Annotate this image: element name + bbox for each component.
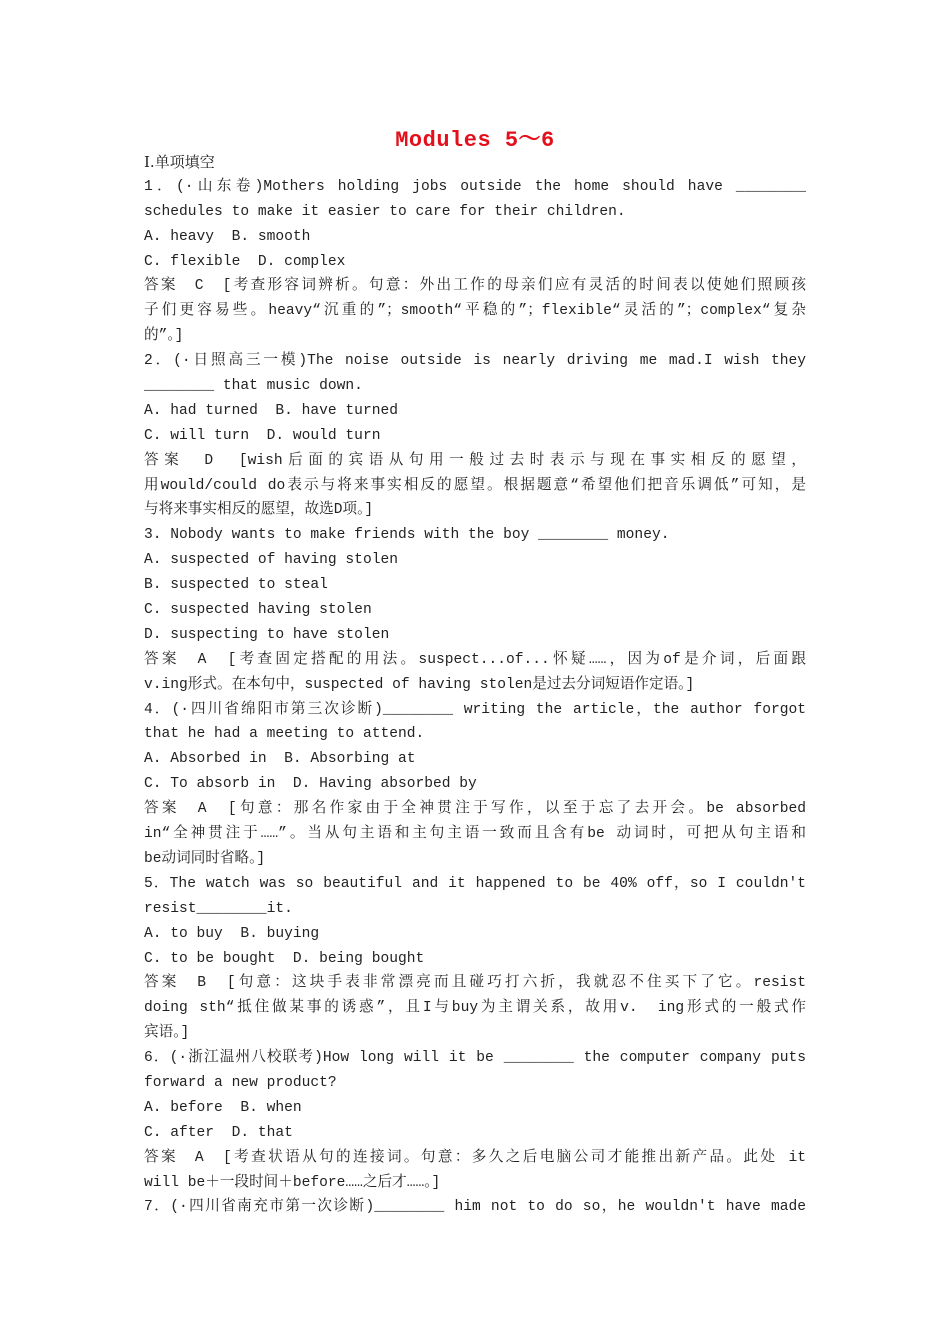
page-title: Modules 5～6 <box>395 128 555 153</box>
text-line: schedules to make it easier to care for their children. <box>144 203 626 220</box>
text-line: C. suspected having stolen <box>144 602 372 619</box>
text-line: D. suspecting to have stolen <box>144 626 390 643</box>
text-line: 答案 A [考查状语从句的连接词。句意：多久之后电脑公司才能推出新产品。此处 it <box>144 1149 806 1166</box>
text-line: 答案 B [句意：这块手表非常漂亮而且碰巧打六折，我就忍不住买下了它。resist <box>144 975 806 992</box>
text-line: C. flexible D. complex <box>144 253 346 270</box>
text-line: 1．(·山东卷)Mothers holding jobs outside the home should have ________ <box>144 178 806 195</box>
text-line: v.ing形式。在本句中，suspected of having stolen是过去分词短语作定语。] <box>144 676 695 693</box>
text-line: C. To absorb in D. Having absorbed by <box>144 776 477 793</box>
text-line: A. had turned B. have turned <box>144 402 398 419</box>
text-line: 7．(·四川省南充市第一次诊断)________ him not to do so，he wouldn't have made <box>144 1199 806 1216</box>
text-line: A. suspected of having stolen <box>144 552 398 569</box>
text-line: that he had a meeting to attend. <box>144 726 425 743</box>
text-line: 答案 C [考查形容词辨析。句意：外出工作的母亲们应有灵活的时间表以使她们照顾孩 <box>144 278 806 295</box>
text-line: will be＋一段时间＋before……之后才……。] <box>144 1174 441 1191</box>
section-heading: I.单项填空 <box>144 153 215 171</box>
text-line: A. before B. when <box>144 1099 302 1116</box>
text-line: 用would/could do表示与将来事实相反的愿望。根据题意“希望他们把音乐调低”可知，是 <box>144 477 806 494</box>
text-line: 与将来事实相反的愿望，故选D项。] <box>144 502 374 519</box>
text-line: 3. Nobody wants to make friends with the boy ________ money. <box>144 527 670 544</box>
text-line: 答案 D [wish后面的宾语从句用一般过去时表示与现在事实相反的愿望， <box>144 452 806 469</box>
text-line: C. to be bought D. being bought <box>144 950 425 967</box>
text-line: 子们更容易些。heavy“沉重的”；smooth“平稳的”；flexible“灵活的”；complex“复杂 <box>144 303 806 320</box>
text-line: C. after D. that <box>144 1124 293 1141</box>
text-line: A. to buy B. buying <box>144 925 320 942</box>
text-line: be动词同时省略。] <box>144 850 266 867</box>
text-line: 5．The watch was so beautiful and it happened to be 40% off，so I couldn't <box>144 875 806 892</box>
text-line: 宾语。] <box>144 1025 190 1042</box>
text-line: 4．(·四川省绵阳市第三次诊断)________ writing the article，the author forgot <box>144 701 806 718</box>
text-line: doing sth“抵住做某事的诱惑”，且I与buy为主谓关系，故用v. ing形式的一般式作 <box>144 1000 806 1017</box>
text-line: in“全神贯注于……”。当从句主语和主句主语一致而且含有be 动词时，可把从句主语和 <box>144 826 806 843</box>
text-line: B. suspected to steal <box>144 577 328 594</box>
text-line: ________ that music down. <box>144 378 363 395</box>
text-line: 答案 A [考查固定搭配的用法。suspect...of...怀疑……，因为of是介词，后面跟 <box>144 651 806 668</box>
text-line: A. heavy B. smooth <box>144 228 311 245</box>
text-line: 答案 A [句意：那名作家由于全神贯注于写作，以至于忘了去开会。be absorbed <box>144 801 806 818</box>
text-line: resist________it. <box>144 900 293 917</box>
text-line: A. Absorbed in B. Absorbing at <box>144 751 416 768</box>
text-line: forward a new product? <box>144 1074 337 1091</box>
text-line: 的”。] <box>144 328 184 345</box>
text-line: 6．(·浙江温州八校联考)How long will it be ________ the computer company puts <box>144 1050 806 1067</box>
text-line: C. will turn D. would turn <box>144 427 381 444</box>
document-body <box>144 150 806 1220</box>
text-line: 2．(·日照高三一模)The noise outside is nearly driving me mad.I wish they <box>144 353 806 370</box>
